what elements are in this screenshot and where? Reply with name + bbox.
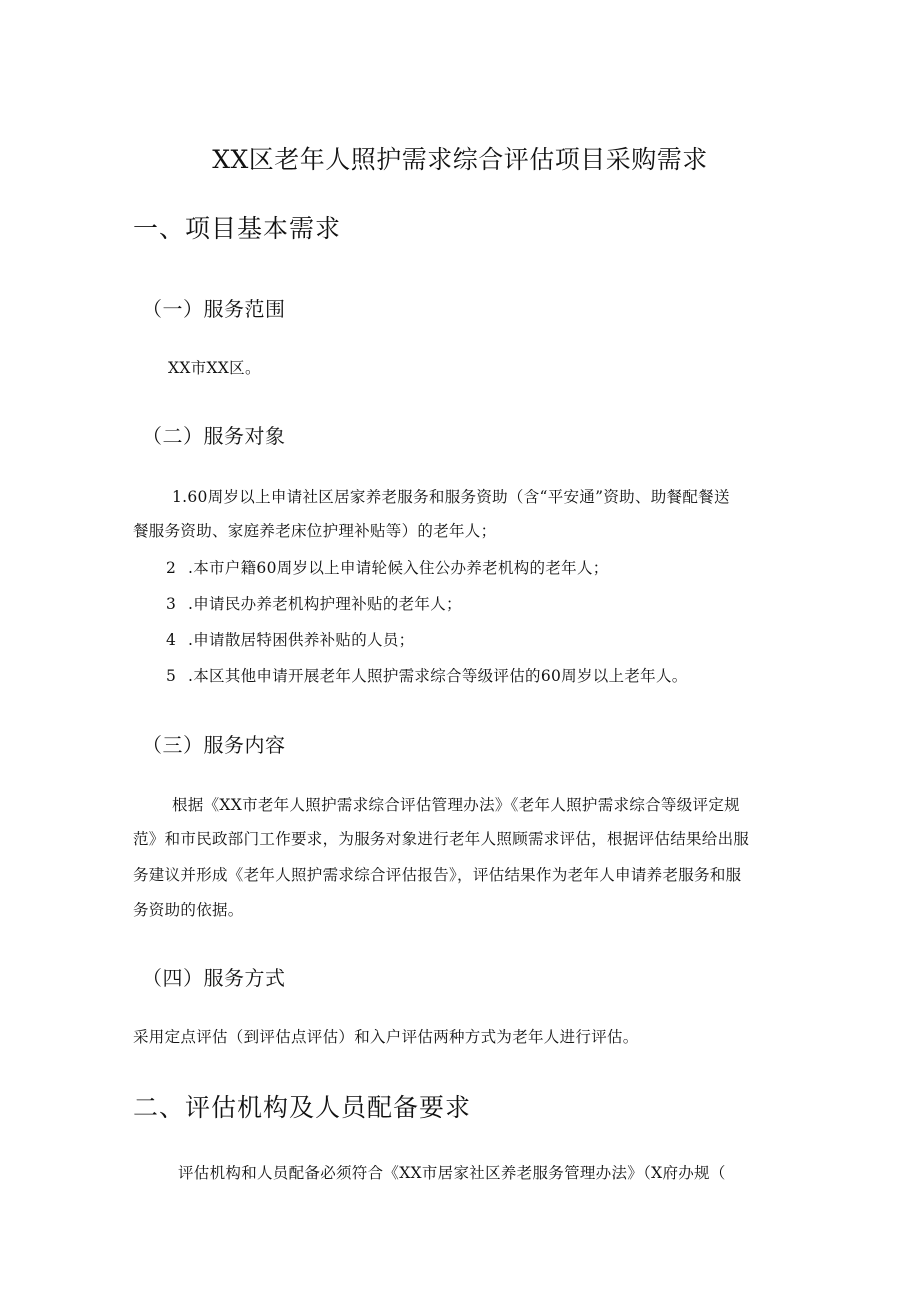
document-title: XX区老年人照护需求综合评估项目采购需求 [212,145,708,174]
service-content-line-3: 务建议并形成《老年人照护需求综合评估报告》，评估结果作为老年人申请养老服务和服 [133,866,742,884]
subsection-heading-service-content: （三）服务内容 [142,733,286,757]
target-item-1-line-2: 餐服务资助、家庭养老床位护理补贴等）的老年人； [133,522,497,540]
section-heading-agency-staffing: 二、评估机构及人员配备要求 [133,1093,472,1122]
service-scope-text: XX市XX区。 [168,359,261,377]
list-text: .申请民办养老机构护理补贴的老年人； [188,595,462,613]
service-content-line-2: 范》和市民政部门工作要求，为服务对象进行老年人照顾需求评估，根据评估结果给出服 [133,830,750,848]
target-item-4 [166,630,414,650]
list-number: 2 [166,559,177,577]
target-item-5 [166,666,688,686]
list-text: .申请散居特困供养补贴的人员； [188,631,415,649]
list-number: 3 [166,595,177,613]
list-number: 5 [166,667,177,685]
target-item-3 [166,594,462,614]
subsection-heading-service-method: （四）服务方式 [142,966,286,990]
list-text: .本市户籍60周岁以上申请轮候入住公办养老机构的老年人； [188,559,609,577]
service-content-line-4: 务资助的依据。 [133,901,244,919]
subsection-heading-service-targets: （二）服务对象 [142,424,286,448]
section-heading-basic-requirements: 一、项目基本需求 [133,214,342,243]
list-text: .本区其他申请开展老年人照护需求综合等级评估的60周岁以上老年人。 [188,667,688,685]
target-item-2 [166,558,609,578]
target-item-1-line-1: 1.60周岁以上申请社区居家养老服务和服务资助（含“平安通”资助、助餐配餐送 [172,488,730,506]
service-content-line-1: 根据《XX市老年人照护需求综合评估管理办法》《老年人照护需求综合等级评定规 [172,796,740,814]
agency-staffing-text: 评估机构和人员配备必须符合《XX市居家社区养老服务管理办法》（X府办规（ [178,1164,726,1182]
subsection-heading-service-scope: （一）服务范围 [142,297,286,321]
service-method-text: 采用定点评估（到评估点评估）和入户评估两种方式为老年人进行评估。 [133,1028,639,1046]
list-number: 4 [166,631,177,649]
